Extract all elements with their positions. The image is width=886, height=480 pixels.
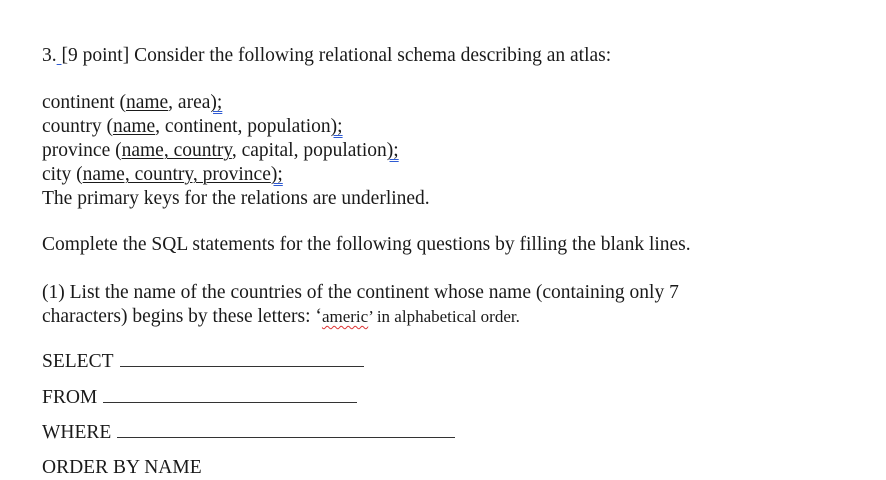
primary-key: name, country, province [82, 164, 271, 185]
relation-close: ); [210, 92, 223, 113]
primary-key: name [112, 116, 156, 137]
relation-name: city ( [42, 164, 83, 185]
relation-name: continent ( [42, 92, 126, 113]
relation-attributes: , continent, population [155, 116, 331, 137]
primary-key: name, country [121, 140, 232, 161]
relation-attributes: , area [168, 92, 211, 113]
question-number: 3. [42, 45, 57, 66]
where-blank[interactable] [117, 421, 455, 438]
relation-close: ); [270, 164, 283, 185]
sql-where-line [42, 421, 455, 445]
from-blank[interactable] [103, 386, 357, 403]
schema-continent [42, 91, 222, 115]
sql-keyword-select: SELECT [42, 351, 114, 372]
part1-line1: (1) List the name of the countries of the continent whose name (containing only 7 [42, 282, 679, 303]
relation-attributes: , capital, population [231, 140, 387, 161]
question-header-text: [9 point] Consider the following relational schema describing an atlas: [61, 45, 612, 66]
primary-key: name [125, 92, 169, 113]
part1-text: characters) begins by these letters: ‘ [42, 306, 322, 327]
relation-name: country ( [42, 116, 113, 137]
part1-text-end: ’ in alphabetical order. [368, 307, 520, 326]
document-page [42, 0, 872, 477]
relation-close: ); [330, 116, 343, 137]
part1-line2 [42, 305, 520, 329]
schema-city [42, 163, 283, 187]
schema-province [42, 139, 399, 163]
relation-name: province ( [42, 140, 122, 161]
select-blank[interactable] [120, 350, 364, 367]
relation-close: ); [386, 140, 399, 161]
instruction-text: Complete the SQL statements for the following questions by filling the blank lines. [42, 234, 691, 255]
schema-note: The primary keys for the relations are underlined. [42, 188, 430, 209]
sql-order-line: ORDER BY NAME [42, 457, 202, 478]
sql-keyword-from: FROM [42, 387, 98, 408]
schema-country [42, 115, 343, 139]
sql-select-line [42, 350, 364, 374]
sql-keyword-where: WHERE [42, 422, 112, 443]
sql-from-line [42, 386, 357, 410]
spellcheck-word: americ [321, 307, 369, 326]
question-header [42, 44, 611, 68]
